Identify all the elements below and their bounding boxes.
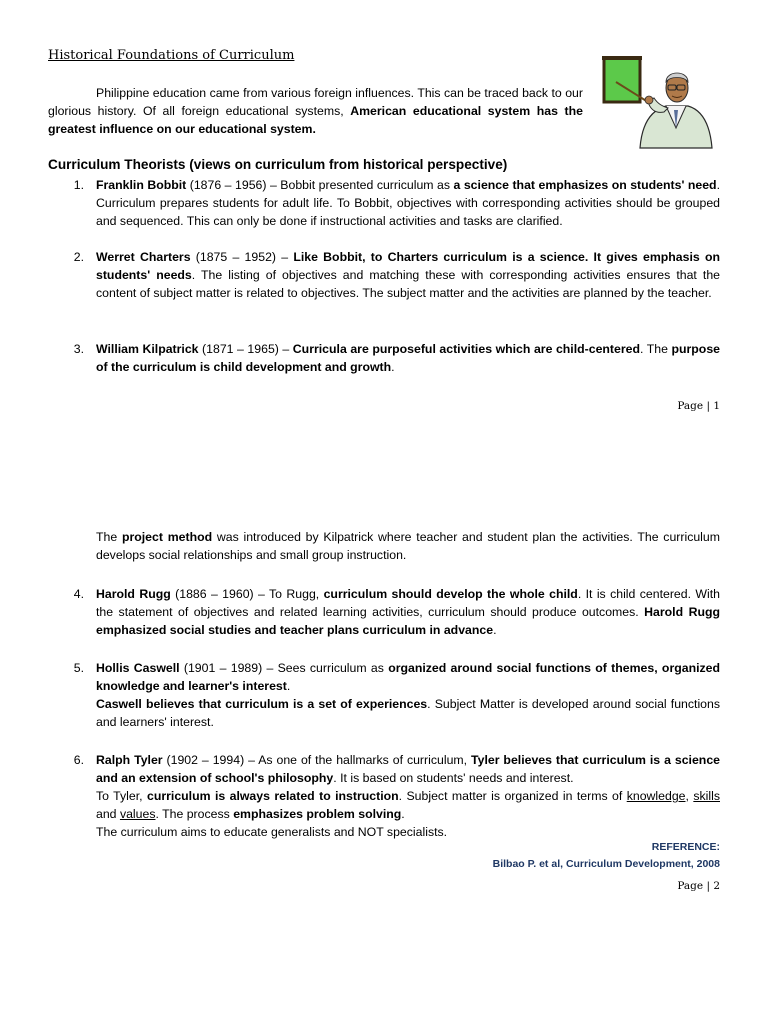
item-body bbox=[96, 585, 720, 639]
item-text: (1876 – 1956) – Bobbit presented curriculum as bbox=[186, 178, 454, 192]
item-text: . It is child centered. With the statement of objectives and related learning activities, curriculum should produce outcomes. bbox=[96, 587, 721, 619]
item-emphasis: Harold Rugg emphasized social studies and teacher plans curriculum in advance bbox=[96, 605, 720, 637]
reference-citation: Bilbao P. et al, Curriculum Development, 2008 bbox=[492, 858, 720, 870]
item-text: was introduced by Kilpatrick where teacher and student plan the activities. The curriculum develops social relationships and small group instruction. bbox=[96, 530, 721, 562]
item-text: . Subject Matter is developed around social functions and learners' interest. bbox=[96, 697, 720, 729]
item-body bbox=[96, 340, 720, 376]
section-heading: Curriculum Theorists (views on curriculum from historical perspective) bbox=[48, 157, 508, 172]
underlined-term: knowledge bbox=[626, 789, 686, 803]
item-number: 6. bbox=[73, 753, 84, 767]
document-title: Historical Foundations of Curriculum bbox=[48, 48, 295, 63]
item-emphasis: curriculum should develop the whole child bbox=[323, 587, 578, 601]
page-number-2: Page | 2 bbox=[677, 880, 720, 892]
item-number: 3. bbox=[73, 342, 84, 356]
item-number: 2. bbox=[73, 250, 84, 264]
theorist-name: Harold Rugg bbox=[96, 587, 171, 601]
page-number-1: Page | 1 bbox=[677, 400, 720, 412]
reference-label: REFERENCE: bbox=[651, 841, 720, 853]
item-text: , bbox=[685, 789, 694, 803]
underlined-term: values bbox=[119, 807, 156, 821]
theorist-name: William Kilpatrick bbox=[96, 342, 199, 356]
theorist-item-caswell bbox=[48, 659, 720, 731]
item-text: The bbox=[96, 530, 122, 544]
item-number: 5. bbox=[73, 661, 84, 675]
item-emphasis: a science that emphasizes on students' need bbox=[453, 178, 717, 192]
item-text: To Tyler, bbox=[96, 789, 147, 803]
item-number: 4. bbox=[73, 587, 84, 601]
item-emphasis: purpose of the curriculum is child development and growth bbox=[96, 342, 720, 374]
underlined-term: skills bbox=[693, 789, 720, 803]
item-line bbox=[96, 695, 720, 731]
theorist-item-charters bbox=[48, 248, 720, 302]
theorist-item-bobbit bbox=[48, 176, 720, 230]
item-text: . bbox=[286, 679, 291, 693]
project-method-paragraph bbox=[96, 528, 720, 564]
item-emphasis: project method bbox=[121, 530, 213, 544]
theorist-item-kilpatrick bbox=[48, 340, 720, 376]
item-body bbox=[96, 751, 720, 841]
item-emphasis: curriculum is always related to instruction bbox=[146, 789, 399, 803]
item-text: . The process bbox=[155, 807, 234, 821]
theorist-name: Werret Charters bbox=[96, 250, 191, 264]
item-text: . Curriculum prepares students for adult life. To Bobbit, objectives with corresponding activities should be grouped and sequenced. This can only be done if instructional activities and tasks are clarified. bbox=[96, 178, 720, 228]
item-text: . bbox=[401, 807, 405, 821]
item-line: The curriculum aims to educate generalists and NOT specialists. bbox=[96, 825, 448, 839]
item-emphasis: Tyler believes that curriculum is a science and an extension of school's philosophy bbox=[96, 753, 720, 785]
item-text: (1886 – 1960) – To Rugg, bbox=[170, 587, 324, 601]
theorist-item-tyler bbox=[48, 751, 720, 841]
item-text: . bbox=[493, 623, 497, 637]
theorist-name: Hollis Caswell bbox=[96, 661, 180, 675]
item-emphasis: emphasizes problem solving bbox=[233, 807, 402, 821]
item-text: . It is based on students' needs and interest. bbox=[333, 771, 574, 785]
theorist-name: Franklin Bobbit bbox=[96, 178, 187, 192]
item-body bbox=[96, 659, 720, 731]
item-line bbox=[96, 659, 720, 695]
intro-paragraph bbox=[48, 84, 583, 138]
item-body bbox=[96, 248, 720, 302]
item-line bbox=[96, 787, 720, 823]
item-text: (1901 – 1989) – Sees curriculum as bbox=[179, 661, 389, 675]
item-emphasis: Curricula are purposeful activities which are child-centered bbox=[292, 342, 641, 356]
item-line bbox=[96, 751, 720, 787]
item-number: 1. bbox=[73, 178, 84, 192]
item-text: (1902 – 1994) – As one of the hallmarks of curriculum, bbox=[162, 753, 472, 767]
item-emphasis: Like Bobbit, to Charters curriculum is a science. It gives emphasis on students' needs bbox=[96, 250, 720, 282]
item-text: . The bbox=[640, 342, 672, 356]
item-emphasis: Caswell believes that curriculum is a set of experiences bbox=[96, 697, 428, 711]
theorist-item-rugg bbox=[48, 585, 720, 639]
theorist-name: Ralph Tyler bbox=[96, 753, 163, 767]
item-text: . Subject matter is organized in terms of bbox=[398, 789, 627, 803]
item-text: (1871 – 1965) – bbox=[198, 342, 293, 356]
intro-text: Philippine education came from various foreign influences. This can be traced back to our glorious history. Of all foreign educational systems, bbox=[48, 86, 583, 118]
item-text: . The listing of objectives and matching these with corresponding activities ensures that the content of subject matter is related to objectives. The subject matter and the activities are planned by the teacher. bbox=[96, 268, 720, 300]
item-text: . bbox=[391, 360, 395, 374]
item-body bbox=[96, 176, 720, 230]
teacher-pointing-illustration bbox=[596, 52, 716, 156]
item-text: (1875 – 1952) – bbox=[190, 250, 294, 264]
item-emphasis: organized around social functions of themes, organized knowledge and learner's interest bbox=[96, 661, 721, 693]
reference-block bbox=[493, 839, 720, 873]
item-text: and bbox=[96, 807, 120, 821]
intro-emphasis: American educational system has the greatest influence on our educational system. bbox=[48, 104, 583, 136]
